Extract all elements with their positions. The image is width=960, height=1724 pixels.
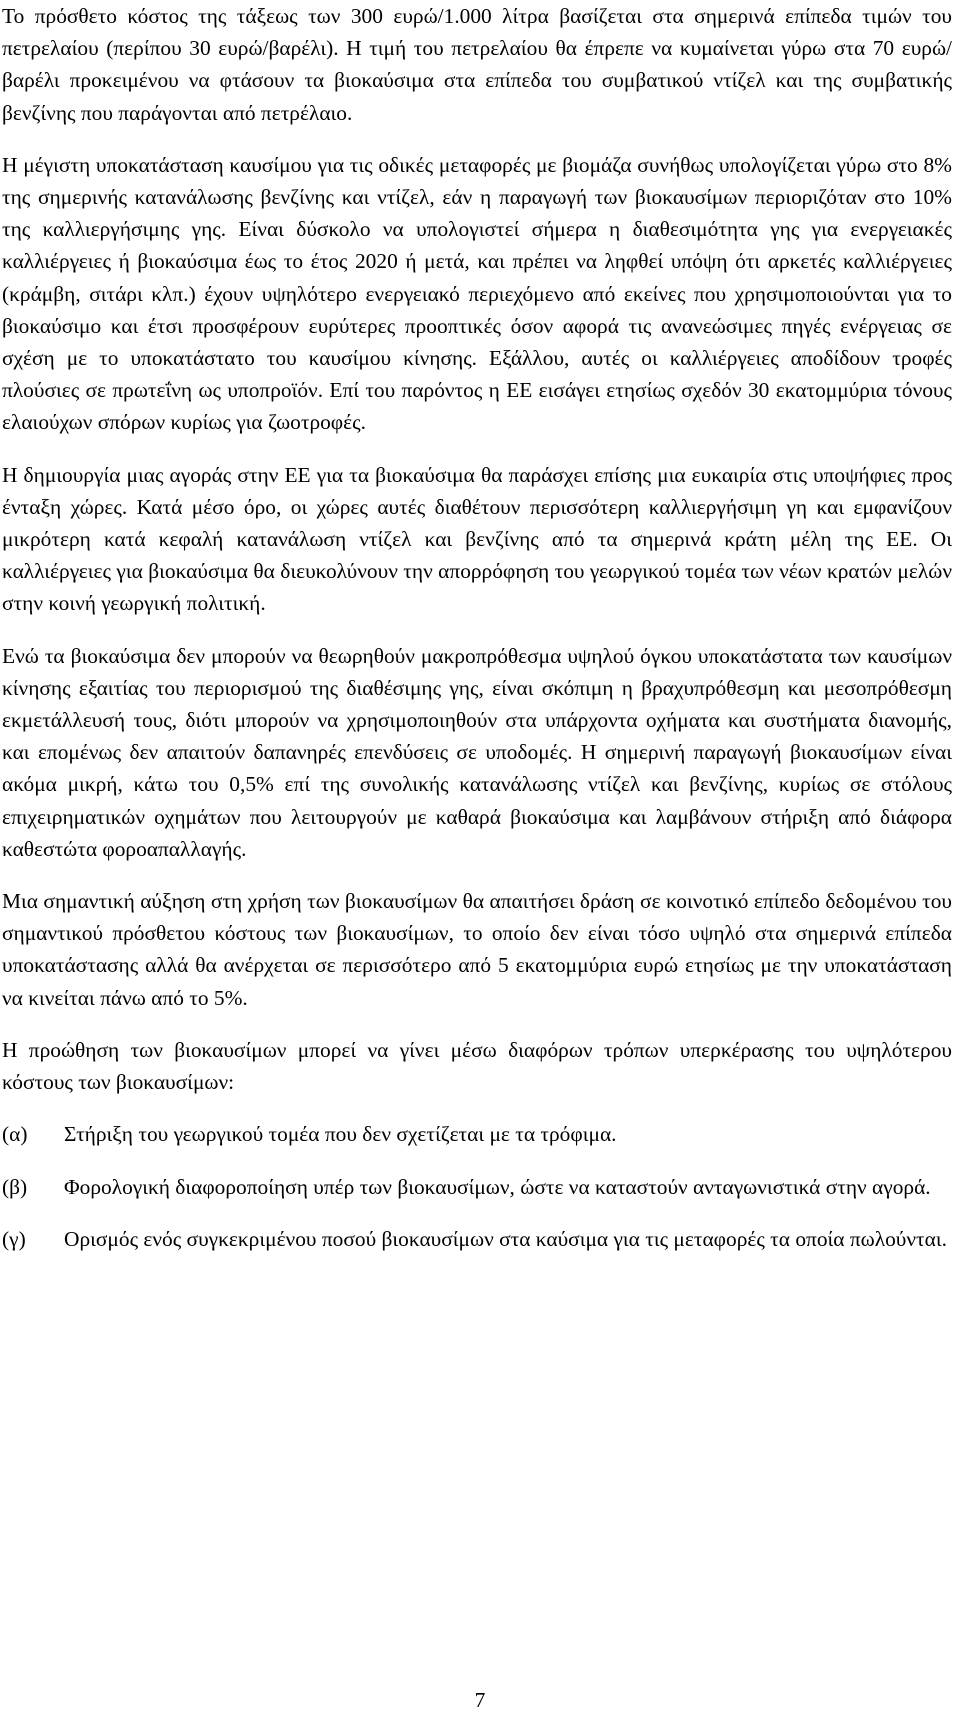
- paragraph-eu-market: Η δημιουργία μιας αγοράς στην ΕΕ για τα βιοκαύσιμα θα παράσχει επίσης μια ευκαιρία στις υποψήφιες προς ένταξη χώρες. Κατά μέσο όρο, οι χώρες αυτές διαθέτουν περισσότερη καλλιεργήσιμη γη και εμφανίζουν μικρότερη κατά κεφαλή κατανάλωση ντίζελ και βενζίνης από τα σημερινά κράτη μέλη της ΕΕ. Οι καλλιέργειες για βιοκαύσιμα θα διευκολύνουν την απορρόφηση του γεωργικού τομέα των νέων κρατών μελών στην κοινή γεωργική πολιτική.: [2, 462, 952, 616]
- list-marker: (α): [2, 1122, 28, 1147]
- paragraph-community-action: Μια σημαντική αύξηση στη χρήση των βιοκαυσίμων θα απαιτήσει δράση σε κοινοτικό επίπεδο δεδομένου του σημαντικού πρόσθετου κόστους των βιοκαυσίμων, το οποίο δεν είναι τόσο υψηλό στα σημερινά επίπεδα υποκατάστασης αλλά θα ανέρχεται σε περισσότερο από 5 εκατομμύρια ευρώ ετησίως με την υποκατάσταση να κινείται πάνω από το 5%.: [2, 889, 952, 1010]
- list-item: [2, 1171, 952, 1203]
- list-item-text: Στήριξη του γεωργικού τομέα που δεν σχετίζεται με τα τρόφιμα.: [64, 1122, 617, 1147]
- paragraph-short-term-exploitation: Ενώ τα βιοκαύσιμα δεν μπορούν να θεωρηθούν μακροπρόθεσμα υψηλού όγκου υποκατάστατα των καυσίμων κίνησης εξαιτίας του περιορισμού της διαθέσιμης γης, είναι σκόπιμη η βραχυπρόθεσμη και μεσοπρόθεσμη εκμετάλλευσή τους, διότι μπορούν να χρησιμοποιηθούν στα υπάρχοντα οχήματα και συστήματα διανομής, και επομένως δεν απαιτούν δαπανηρές επενδύσεις σε υποδομές. Η σημερινή παραγωγή βιοκαυσίμων είναι ακόμα μικρή, κάτω του 0,5% επί της συνολικής κατανάλωσης ντίζελ και βενζίνης, κυρίως σε στόλους επιχειρηματικών οχημάτων που λειτουργούν με καθαρά βιοκαύσιμα και λαμβάνουν στήριξη από διάφορα καθεστώτα φοροαπαλλαγής.: [2, 643, 952, 861]
- document-body: [2, 0, 952, 1255]
- list-marker: (β): [2, 1174, 28, 1199]
- paragraph-max-substitution: Η μέγιστη υποκατάσταση καυσίμου για τις οδικές μεταφορές με βιομάζα συνήθως υπολογίζεται γύρω στο 8% της σημερινής κατανάλωσης βενζίνης και ντίζελ, εάν η παραγωγή των βιοκαυσίμων περιοριζόταν στο 10% της καλλιεργήσιμης γης. Είναι δύσκολο να υπολογιστεί σήμερα η διαθεσιμότητα γης για ενεργειακές καλλιέργειες ή βιοκαύσιμα έως το έτος 2020 ή μετά, και πρέπει να ληφθεί υπόψη ότι αρκετές καλλιέργειες (κράμβη, σιτάρι κλπ.) έχουν υψηλότερο ενεργειακό περιεχόμενο από εκείνες που χρησιμοποιούνται για το βιοκαύσιμο και έτσι προσφέρουν ευρύτερες προοπτικές όσον αφορά τις ανανεώσιμες πηγές ενέργειας σε σχέση με το υποκατάστατο του καυσίμου κίνησης. Εξάλλου, αυτές οι καλλιέργειες αποδίδουν τροφές πλούσιες σε πρωτεΐνη ως υποπροϊόν. Επί του παρόντος η ΕΕ εισάγει ετησίως σχεδόν 30 εκατομμύρια τόνους ελαιούχων σπόρων κυρίως για ζωοτροφές.: [2, 152, 952, 435]
- list-item-text: Φορολογική διαφοροποίηση υπέρ των βιοκαυσίμων, ώστε να καταστούν ανταγωνιστικά στην αγορά.: [64, 1174, 931, 1199]
- list-marker: (γ): [2, 1226, 26, 1251]
- list-item: [2, 1118, 952, 1150]
- list-item-text: Ορισμός ενός συγκεκριμένου ποσού βιοκαυσίμων στα καύσιμα για τις μεταφορές τα οποία πωλούνται.: [64, 1226, 947, 1251]
- page-number: 7: [474, 1688, 486, 1712]
- list-item: [2, 1223, 952, 1255]
- paragraph-promotion-intro: Η προώθηση των βιοκαυσίμων μπορεί να γίνει μέσω διαφόρων τρόπων υπερκέρασης του υψηλότερου κόστους των βιοκαυσίμων:: [2, 1037, 952, 1095]
- paragraph-oil-price-cost: Το πρόσθετο κόστος της τάξεως των 300 ευρώ/1.000 λίτρα βασίζεται στα σημερινά επίπεδα τιμών του πετρελαίου (περίπου 30 ευρώ/βαρέλι). Η τιμή του πετρελαίου θα έπρεπε να κυμαίνεται γύρω στα 70 ευρώ/βαρέλι προκειμένου να φτάσουν τα βιοκαύσιμα στα επίπεδα του συμβατικού ντίζελ και της συμβατικής βενζίνης που παράγονται από πετρέλαιο.: [2, 4, 952, 125]
- promotion-measures-list: [2, 1118, 952, 1255]
